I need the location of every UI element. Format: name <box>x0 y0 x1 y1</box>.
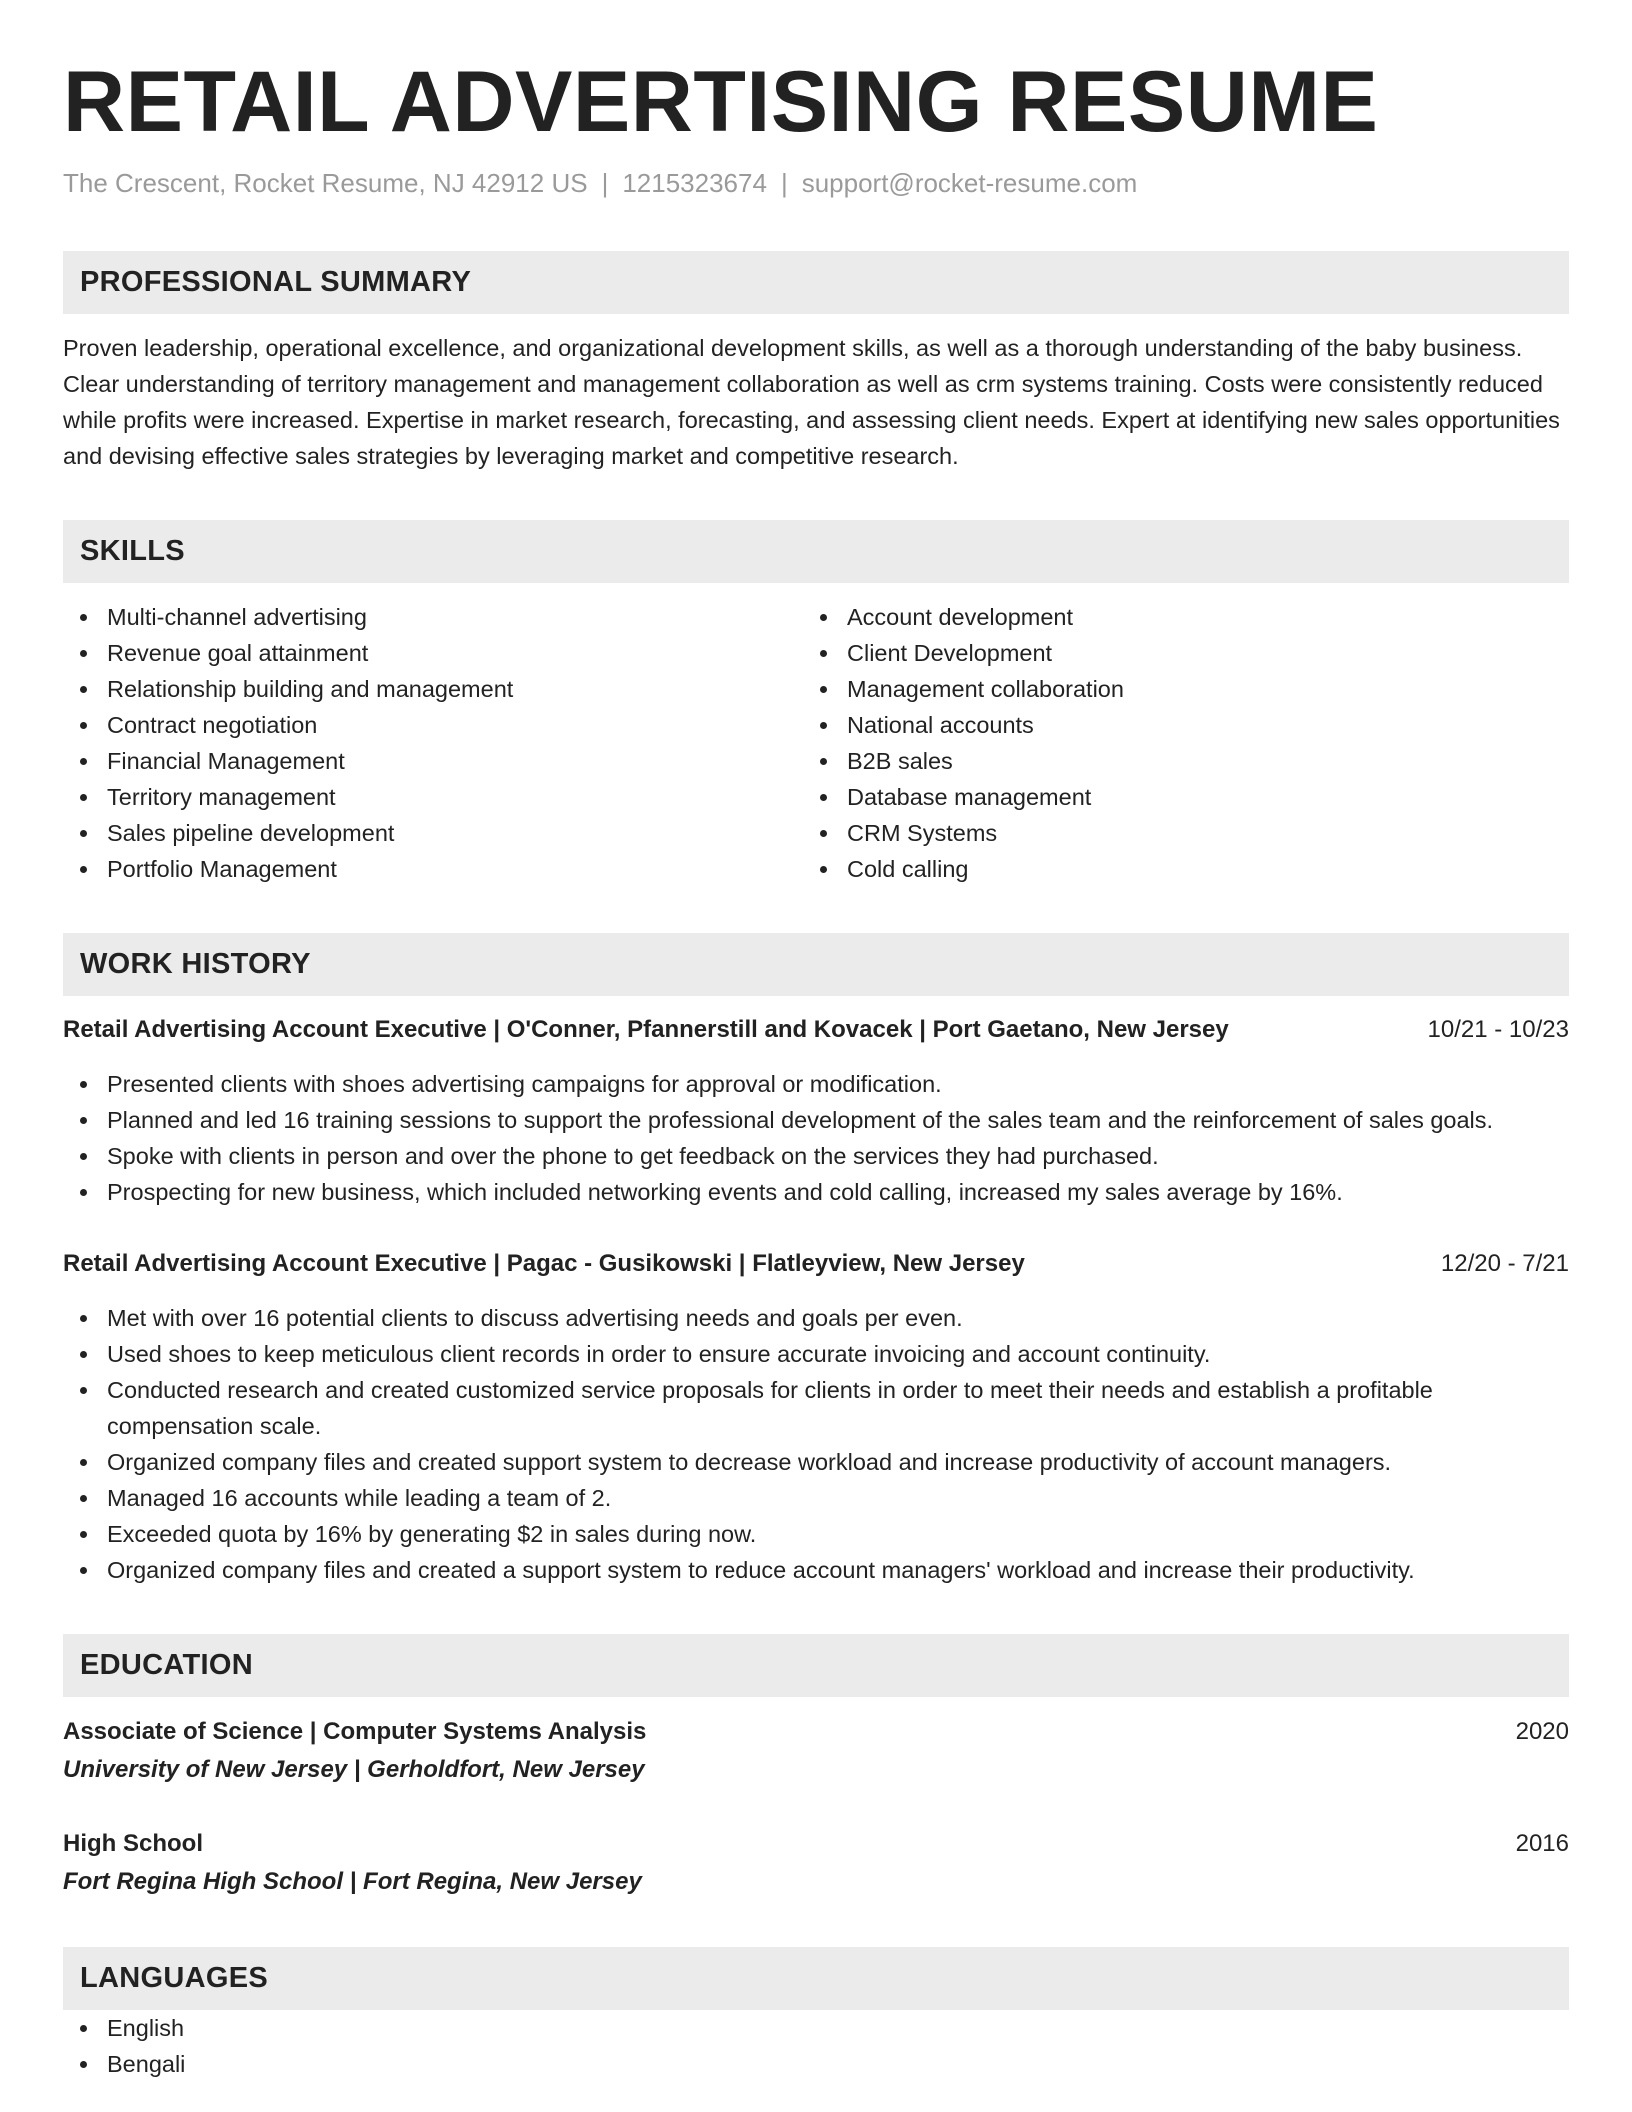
skills-column-right <box>803 599 1543 887</box>
section-heading-skills: SKILLS <box>63 520 1569 583</box>
education-year: 2020 <box>1515 1718 1569 1745</box>
job-title: Retail Advertising Account Executive | O'Conner, Pfannerstill and Kovacek | Port Gaetano, New Jersey <box>63 1016 1229 1043</box>
education-degree: Associate of Science | Computer Systems Analysis <box>63 1718 647 1745</box>
section-heading-languages: LANGUAGES <box>63 1947 1569 2010</box>
contact-phone: 1215323674 <box>622 168 767 198</box>
skill-item: Territory management <box>63 779 803 815</box>
job-bullet: Spoke with clients in person and over the phone to get feedback on the services they had purchased. <box>63 1138 1569 1174</box>
languages-list <box>63 2010 1569 2082</box>
job-bullets <box>63 1066 1569 1210</box>
skill-item: B2B sales <box>803 743 1543 779</box>
job-bullets <box>63 1300 1569 1588</box>
skill-item: Multi-channel advertising <box>63 599 803 635</box>
skill-item: Contract negotiation <box>63 707 803 743</box>
contact-email: support@rocket-resume.com <box>801 168 1138 198</box>
contact-separator: | <box>780 168 788 198</box>
job-bullet: Presented clients with shoes advertising campaigns for approval or modification. <box>63 1066 1569 1102</box>
education-header <box>63 1713 1569 1751</box>
job-bullet: Met with over 16 potential clients to discuss advertising needs and goals per even. <box>63 1300 1569 1336</box>
section-heading-summary: PROFESSIONAL SUMMARY <box>63 251 1569 314</box>
skill-item: CRM Systems <box>803 815 1543 851</box>
job-bullet: Managed 16 accounts while leading a team of 2. <box>63 1480 1569 1516</box>
contact-address: The Crescent, Rocket Resume, NJ 42912 US <box>63 168 588 198</box>
job-bullet: Conducted research and created customized service proposals for clients in order to meet their needs and establish a profitable compensation scale. <box>63 1372 1569 1444</box>
education-year: 2016 <box>1515 1830 1569 1857</box>
skill-item: Account development <box>803 599 1543 635</box>
job-dates: 12/20 - 7/21 <box>1440 1250 1569 1277</box>
job-bullet: Exceeded quota by 16% by generating $2 in sales during now. <box>63 1516 1569 1552</box>
skill-item: National accounts <box>803 707 1543 743</box>
job-entry <box>63 1246 1569 1588</box>
skill-item: Revenue goal attainment <box>63 635 803 671</box>
job-bullet: Used shoes to keep meticulous client records in order to ensure accurate invoicing and account continuity. <box>63 1336 1569 1372</box>
resume-title: RETAIL ADVERTISING RESUME <box>63 54 1379 150</box>
skill-item: Database management <box>803 779 1543 815</box>
skill-item: Relationship building and management <box>63 671 803 707</box>
summary-text: Proven leadership, operational excellence, and organizational development skills, as well as a thorough understanding of the baby business. Clear understanding of territory management and management collaboration as well as crm systems training. Costs were consistently reduced while profits were increased. Expertise in market research, forecasting, and assessing client needs. Expert at identifying new sales opportunities and devising effective sales strategies by leveraging market and competitive research. <box>63 335 1560 469</box>
skill-item: Financial Management <box>63 743 803 779</box>
education-degree: High School <box>63 1830 203 1857</box>
contact-line <box>63 168 1569 199</box>
job-bullet: Organized company files and created a support system to reduce account managers' workload and increase their productivity. <box>63 1552 1569 1588</box>
language-item: English <box>63 2010 1569 2046</box>
education-entry <box>63 1713 1569 1789</box>
job-header <box>63 1246 1569 1282</box>
job-title: Retail Advertising Account Executive | Pagac - Gusikowski | Flatleyview, New Jersey <box>63 1250 1025 1277</box>
skill-item: Cold calling <box>803 851 1543 887</box>
job-bullet: Planned and led 16 training sessions to support the professional development of the sales team and the reinforcement of sales goals. <box>63 1102 1569 1138</box>
education-entry <box>63 1825 1569 1901</box>
skill-item: Management collaboration <box>803 671 1543 707</box>
language-item: Bengali <box>63 2046 1569 2082</box>
skill-item: Client Development <box>803 635 1543 671</box>
skill-item: Portfolio Management <box>63 851 803 887</box>
education-header <box>63 1825 1569 1863</box>
skill-item: Sales pipeline development <box>63 815 803 851</box>
skills-column-left <box>63 599 803 887</box>
education-school: Fort Regina High School | Fort Regina, New Jersey <box>63 1868 642 1895</box>
job-bullet: Organized company files and created support system to decrease workload and increase productivity of account managers. <box>63 1444 1569 1480</box>
job-entry <box>63 1012 1569 1210</box>
skills-list <box>63 599 1569 887</box>
education-school: University of New Jersey | Gerholdfort, New Jersey <box>63 1756 645 1783</box>
contact-separator: | <box>601 168 609 198</box>
section-heading-education: EDUCATION <box>63 1634 1569 1697</box>
section-heading-work-history: WORK HISTORY <box>63 933 1569 996</box>
job-dates: 10/21 - 10/23 <box>1427 1016 1569 1043</box>
job-header <box>63 1012 1569 1048</box>
job-bullet: Prospecting for new business, which included networking events and cold calling, increased my sales average by 16%. <box>63 1174 1569 1210</box>
